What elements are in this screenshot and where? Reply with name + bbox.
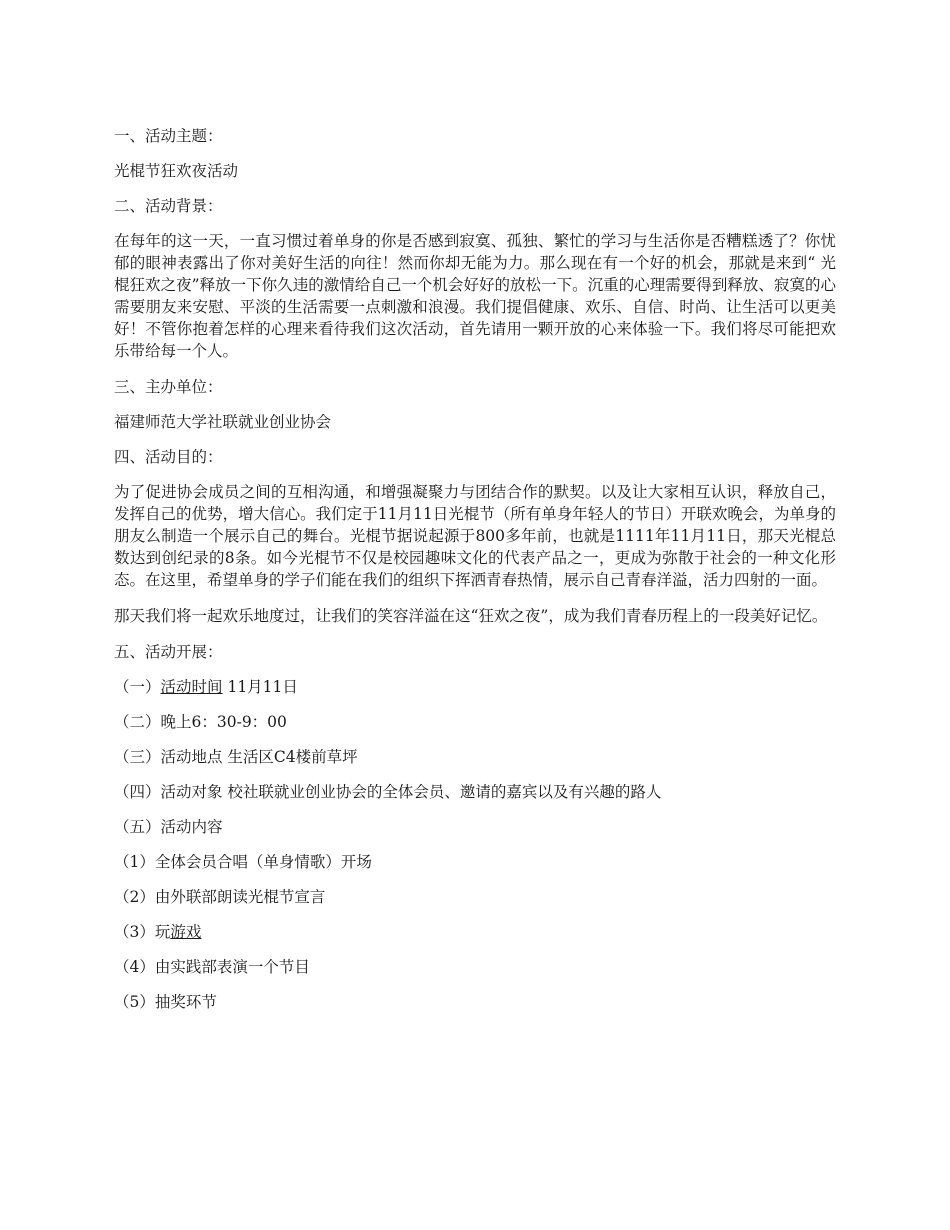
list-item-time [114, 676, 836, 698]
list-item-location: （三）活动地点 生活区C4楼前草坪 [114, 748, 358, 766]
activity-time-link[interactable]: 活动时间 [160, 678, 223, 696]
document-body [114, 125, 836, 1026]
section-heading-activities: 五、活动开展： [114, 643, 223, 661]
sub-item-4: （4）由实践部表演一个节目 [114, 958, 310, 976]
organizer-text: 福建师范大学社联就业创业协会 [114, 413, 332, 431]
purpose-paragraph: 为了促进协会成员之间的互相沟通，和增强凝聚力与团结合作的默契。以及让大家相互认识，释放自己，发挥自己的优势，增大信心。我们定于11月11日光棍节（所有单身年轻人的节日）开联欢晚会，为单身的朋友么制造一个展示自己的舞台。光棍节据说起源于800多年前，也就是1111年11月11日，那天光棍总数达到创纪录的8条。如今光棍节不仅是校园趣味文化的代表产品之一，更成为弥散于社会的一种文化形态。在这里，希望单身的学子们能在我们的组织下挥洒青春热情，展示自己青春洋溢，活力四射的一面。 [114, 483, 836, 589]
theme-text: 光棍节狂欢夜活动 [114, 162, 239, 180]
list-item-content: （五）活动内容 [114, 818, 223, 836]
list-item-hours: （二）晚上6：30-9：00 [114, 713, 287, 731]
sub-item-1: （1）全体会员合唱（单身情歌）开场 [114, 853, 372, 871]
sub-item-2: （2）由外联部朗读光棍节宣言 [114, 888, 326, 906]
section-heading-organizer: 三、主办单位： [114, 378, 223, 396]
sub-item-3 [114, 921, 836, 943]
list-item-text: 11月11日 [222, 678, 298, 696]
background-paragraph: 在每年的这一天，一直习惯过着单身的你是否感到寂寞、孤独、繁忙的学习与生活你是否糟糕透了？你忧郁的眼神表露出了你对美好生活的向往！然而你却无能为力。那么现在有一个好的机会，那就是来到“ 光棍狂欢之夜”释放一下你久违的激情给自己一个机会好好的放松一下。沉重的心理需要得到释放、寂寞的心需要朋友来安慰、平淡的生活需要一点刺激和浪漫。我们提倡健康、欢乐、自信、时尚、让生活可以更美好！不管你抱着怎样的心理来看待我们这次活动，首先请用一颗开放的心来体验一下。我们将尽可能把欢乐带给每一个人。 [114, 232, 836, 360]
list-item-audience: （四）活动对象 校社联就业创业协会的全体会员、邀请的嘉宾以及有兴趣的路人 [114, 783, 662, 801]
section-heading-background: 二、活动背景： [114, 197, 223, 215]
section-heading-theme: 一、活动主题： [114, 127, 223, 145]
section-heading-purpose: 四、活动目的： [114, 448, 223, 466]
games-link[interactable]: 游戏 [170, 923, 202, 941]
sub-item-5: （5）抽奖环节 [114, 993, 217, 1011]
purpose-paragraph-2: 那天我们将一起欢乐地度过，让我们的笑容洋溢在这“狂欢之夜”，成为我们青春历程上的一段美好记忆。 [114, 607, 828, 625]
list-item-prefix: （一） [114, 678, 161, 696]
sub-item-prefix: （3）玩 [114, 923, 171, 941]
